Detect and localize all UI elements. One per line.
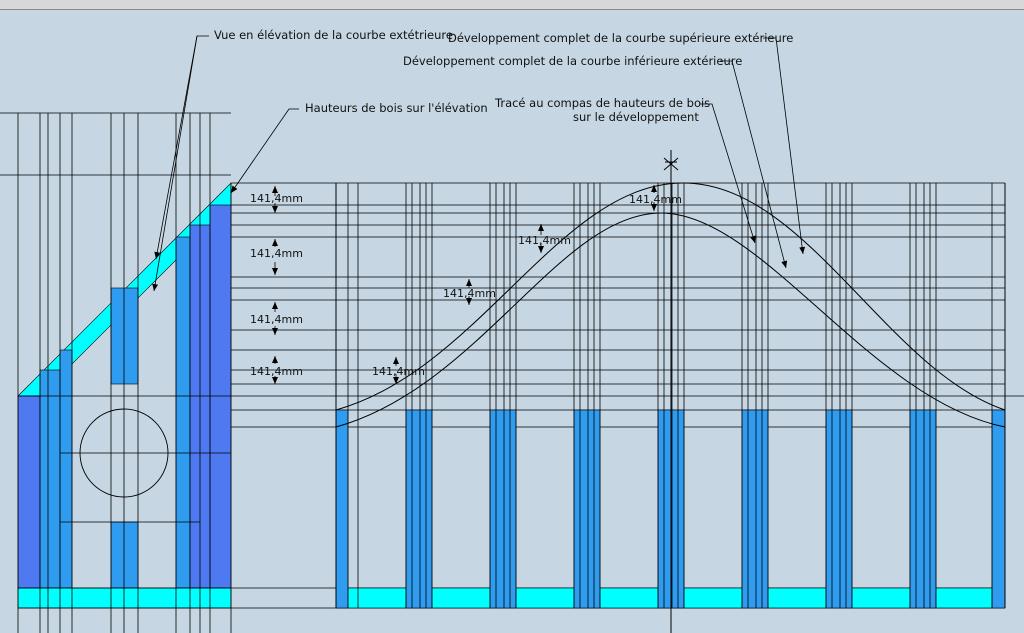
curve-dimensions (396, 185, 654, 384)
development-post (406, 410, 432, 608)
elevation-column-left (18, 396, 40, 588)
annotation-elevation-curve: Vue en élévation de la courbe extétrieure (214, 28, 453, 42)
elevation-column (60, 350, 72, 588)
height-lines (231, 183, 1024, 608)
annotation-dev-inferieure: Développement complet de la courbe inférieure extérieure (403, 54, 743, 68)
development-post (574, 410, 600, 608)
dimension-label: 141,4mm (443, 287, 496, 300)
development-post (992, 410, 1005, 608)
annotation-compass-line2: sur le développement (573, 110, 699, 124)
dimension-label: 141,4mm (250, 192, 303, 205)
development-post (826, 410, 852, 608)
dimension-label: 141,4mm (250, 365, 303, 378)
dimension-label: 141,4mm (250, 313, 303, 326)
development-post (336, 410, 348, 608)
dimension-label: 141,4mm (372, 365, 425, 378)
elevation-column (176, 237, 190, 588)
elevation-column-upper (111, 288, 138, 384)
elevation-base-band (18, 588, 231, 608)
elevation-column (40, 370, 60, 588)
elevation-view (0, 113, 231, 633)
development-post (742, 410, 768, 608)
elevation-column-lower (111, 522, 138, 588)
annotations (214, 28, 793, 124)
dimension-label: 141,4mm (629, 193, 682, 206)
development-post (910, 410, 936, 608)
elevation-column-right (210, 205, 231, 588)
annotation-dev-superieure: Développement complet de la courbe supérieure extérieure (448, 31, 794, 45)
dimension-label: 141,4mm (518, 234, 571, 247)
annotation-heights-elevation: Hauteurs de bois sur l'élévation (305, 101, 488, 115)
annotation-compass-line1: Tracé au compas de hauteurs de bois (495, 96, 711, 110)
development-post (490, 410, 516, 608)
dimension-label: 141,4mm (250, 247, 303, 260)
